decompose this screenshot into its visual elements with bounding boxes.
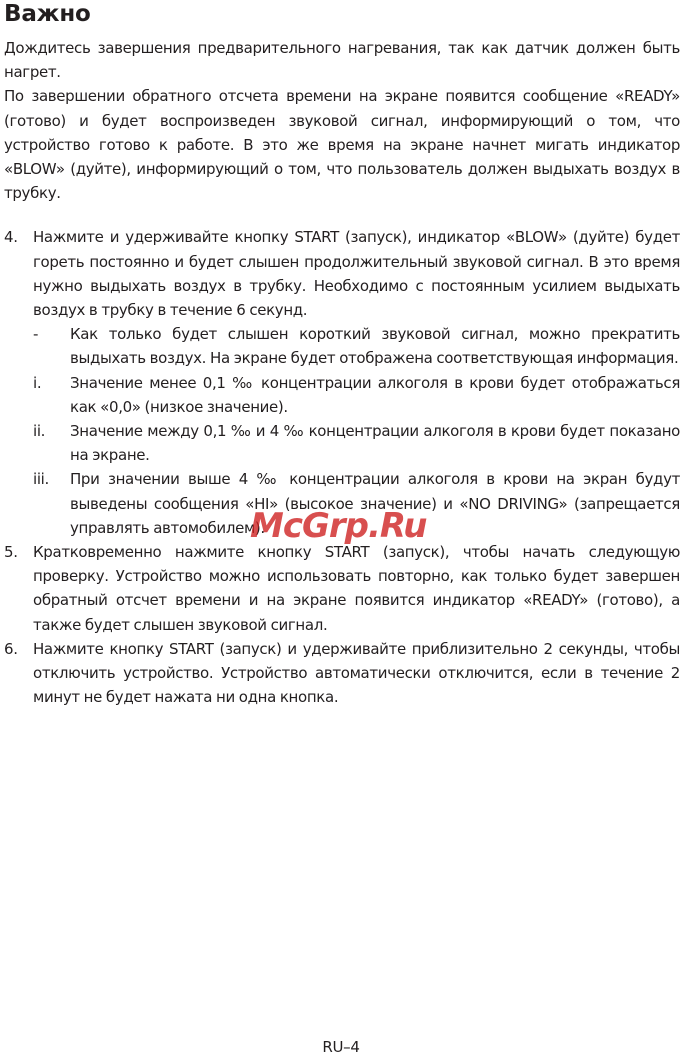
- sub-item-i: [33, 371, 680, 419]
- sub-item-text: При значении выше 4 ‰ концентрации алкоголя в крови на экран будут выведены сообщения «HI» (высокое значение) и «NO DRIVING» (запрещается управлять автомобилем).: [70, 470, 680, 537]
- step-item-5: [4, 540, 680, 637]
- step-text: Кратковременно нажмите кнопку START (запуск), чтобы начать следующую проверку. Устройство можно использовать повторно, как только будет завершен обратный отсчет времени и на экране появится индикатор «READY» (готово), а также будет слышен звуковой сигнал.: [33, 543, 680, 634]
- intro-paragraph-2: По завершении обратного отсчета времени на экране появится сообщение «READY» (готово) и будет воспроизведен звуковой сигнал, информирующий о том, что устройство готово к работе. В это же время на экране начнет мигать индикатор «BLOW» (дуйте), информирующий о том, что пользователь должен выдыхать воздух в трубку.: [4, 87, 680, 203]
- sub-item-text: Значение менее 0,1 ‰ концентрации алкоголя в крови будет отображаться как «0,0» (низкое значение).: [70, 373, 680, 416]
- paragraph-spacer: [4, 205, 680, 225]
- sub-item-marker: iii.: [33, 470, 49, 489]
- sub-item-iii: [33, 467, 680, 540]
- step-number: 6.: [4, 639, 18, 658]
- sub-item-ii: [33, 419, 680, 467]
- step-item-6: [4, 637, 680, 710]
- section-heading: Важно: [4, 1, 91, 27]
- sub-item-marker: -: [33, 325, 39, 344]
- step-item-4: [4, 225, 680, 322]
- sub-item-marker: i.: [33, 373, 42, 392]
- step-number: 5.: [4, 543, 18, 562]
- step-text: Нажмите кнопку START (запуск) и удерживайте приблизительно 2 секунды, чтобы отключить устройство. Устройство автоматически отключится, если в течение 2 минут не будет нажата ни одна кнопка.: [33, 639, 680, 707]
- sub-item-dash: [33, 322, 680, 370]
- page-number: RU–4: [322, 1038, 360, 1056]
- sub-item-text: Как только будет слышен короткий звуковой сигнал, можно прекратить выдыхать воздух. На экране будет отображена соответствующая информация.: [70, 325, 680, 368]
- sub-item-marker: ii.: [33, 422, 46, 441]
- sub-item-text: Значение между 0,1 ‰ и 4 ‰ концентрации алкоголя в крови будет показано на экране.: [70, 422, 680, 465]
- intro-paragraph-1: Дождитесь завершения предварительного нагревания, так как датчик должен быть нагрет.: [4, 39, 680, 82]
- site-watermark: McGrp.Ru: [250, 506, 427, 546]
- step-number: 4.: [4, 228, 18, 247]
- body-text: [4, 36, 680, 709]
- step-text: Нажмите и удерживайте кнопку START (запуск), индикатор «BLOW» (дуйте) будет гореть постоянно и будет слышен продолжительный звуковой сигнал. В это время нужно выдыхать воздух в трубку. Необходимо с постоянным усилием выдыхать воздух в трубку в течение 6 секунд.: [33, 228, 680, 320]
